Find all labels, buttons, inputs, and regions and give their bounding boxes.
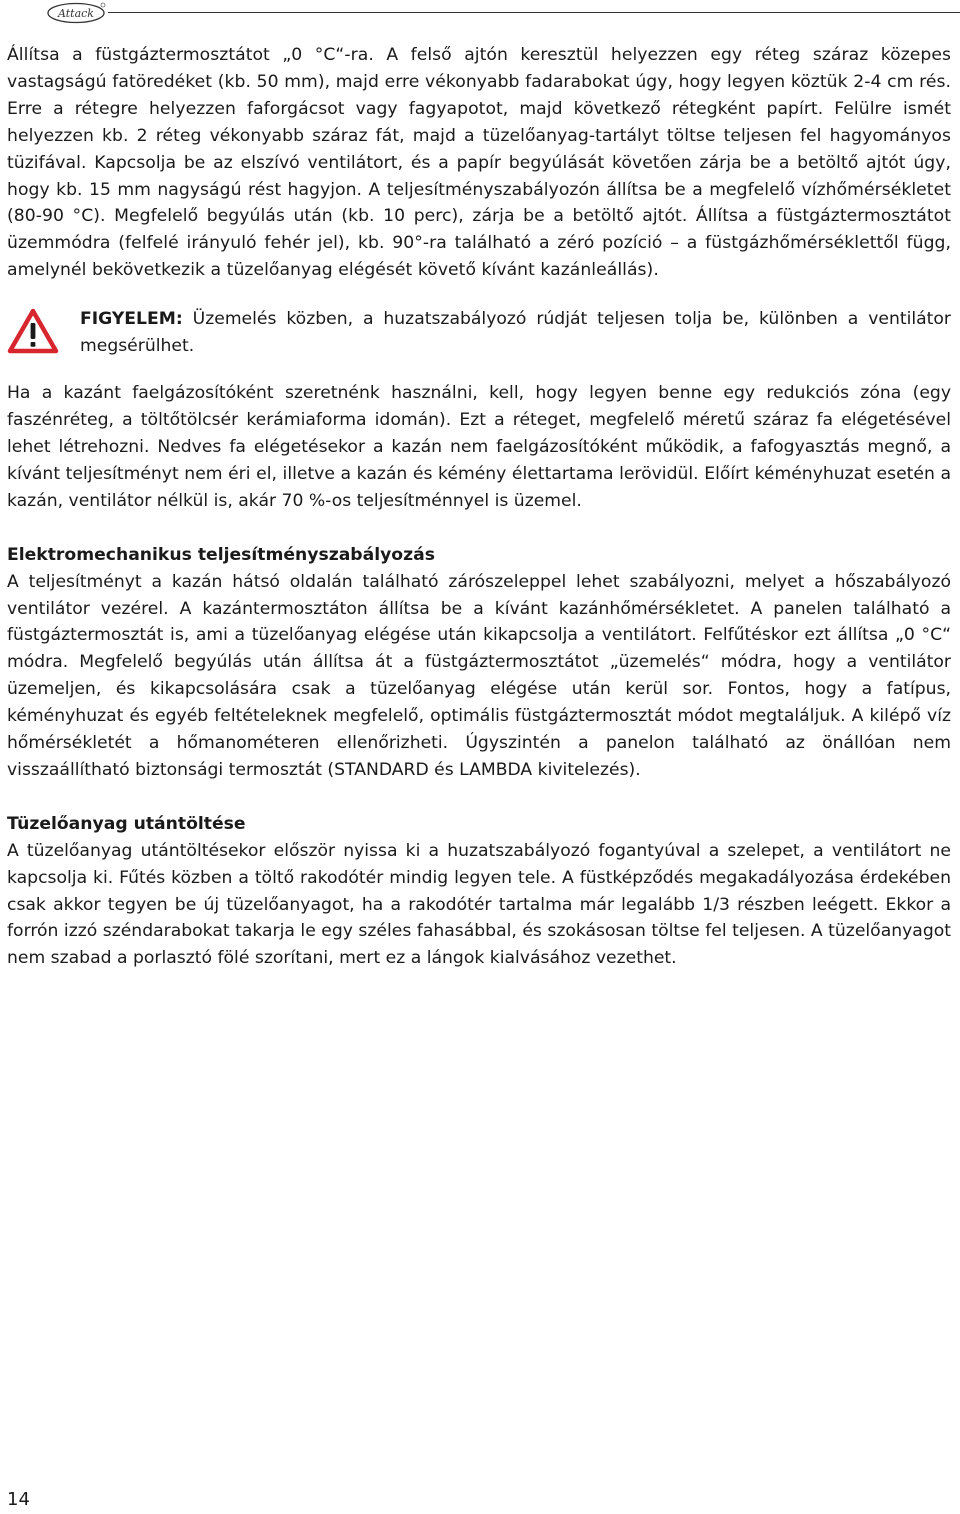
warning-body: Üzemelés közben, a huzatszabályozó rúdját teljesen tolja be, különben a ventilátor megsérülhet. bbox=[80, 309, 951, 357]
attack-logo-icon bbox=[46, 2, 106, 24]
header-rule bbox=[108, 12, 960, 13]
spacer bbox=[7, 784, 951, 811]
intro-paragraph: Állítsa a füstgáztermosztátot „0 °C“-ra. A felső ajtón keresztül helyezzen egy réteg száraz közepes vastagságú fatöredéket (kb. 50 mm), majd erre vékonyabb fadarabokat úgy, hogy legyen köztük 2-4 cm rés. Erre a rétegre helyezzen faforgácsot vagy fagyapotot, majd következő rétegként papírt. Felülre ismét helyezzen kb. 2 réteg vékonyabb száraz fát, majd a tüzelőanyag-tartályt töltse teljesen fel hagyományos tüzifával. Kapcsolja be az elszívó ventilátort, és a papír begyúlását követően zárja be a betöltő ajtót úgy, hogy kb. 15 mm nagyságú rést hagyjon. A teljesítményszabályozón állítsa be a megfelelő vízhőmérsékletet (80-90 °C). Megfelelő begyúlás után (kb. 10 perc), zárja be a betöltő ajtót. Állítsa a füstgáztermosztátot üzemmódra (felfelé irányuló fehér jel), kb. 90°-ra található a zéró pozíció – a füstgázhőmérséklettől függ, amelynél bekövetkezik a tüzelőanyag elégését követő kívánt kazánleállás). bbox=[7, 45, 951, 281]
warning-label: FIGYELEM: bbox=[80, 309, 183, 330]
section-body-refuelling: A tüzelőanyag utántöltésekor először nyissa ki a huzatszabályozó fogantyúval a szelepet, a ventilátort ne kapcsolja ki. Fűtés közben a töltő rakodótér mindig legyen tele. A füstképződés megakadályozása érdekében csak akkor tegyen be új tüzelőanyagot, ha a rakodótér tartalma már legalább 1/3 részben leégett. Ekkor a forrón izzó széndarabokat takarja le egy széles fahasábbal, és szokásosan töltse fel teljesen. A tüzelőanyagot nem szabad a porlasztó fölé szorítani, mert ez a lángok kialvásához vezethet. bbox=[7, 840, 951, 969]
warning-triangle-icon bbox=[7, 308, 59, 354]
warning-text bbox=[80, 306, 951, 360]
brand-wordmark: Attack bbox=[58, 7, 94, 20]
page-number: 14 bbox=[7, 1489, 30, 1510]
section-body-power-control: A teljesítményt a kazán hátsó oldalán található zárószeleppel lehet szabályozni, melyet a hőszabályozó ventilátor vezérel. A kazántermosztáton állítsa be a kívánt kazánhőmérsékletet. A panelen található a füstgáztermosztát is, ami a tüzelőanyag elégése után kikapcsolja a ventilátort. Felfűtéskor ezt állítsa „0 °C“ módra. Megfelelő begyúlás után állítsa át a füstgáztermosztátot „üzemelés“ módra, hogy a ventilátor üzemeljen, és kikapcsolására csak a tüzelőanyag elégése után kerül sor. Fontos, hogy a fatípus, kéményhuzat és egyéb feltételeknek megfelelő, optimális füstgáztermosztát módot megtaláljuk. A kilépő víz hőmérsékletét a hőmanométeren ellenőrizheti. Úgyszintén a panelon található az önállóan nem visszaállítható biztonsági termosztát (STANDARD és LAMBDA kivitelezés). bbox=[7, 571, 951, 780]
section-heading-power-control: Elektromechanikus teljesítményszabályozás bbox=[7, 544, 435, 565]
page-header bbox=[0, 0, 960, 30]
spacer bbox=[7, 515, 951, 542]
section-heading-refuelling: Tüzelőanyag utántöltése bbox=[7, 813, 246, 834]
document-body bbox=[7, 42, 951, 972]
gasification-paragraph: Ha a kazánt faelgázosítóként szeretnénk használni, kell, hogy legyen benne egy redukciós zóna (egy faszénréteg, a töltőtölcsér kerámiaforma idomán). Ezt a réteget, megfelelő méretű száraz fa elégetésével lehet létrehozni. Nedves fa elégetésekor a kazán nem faelgázosítóként működik, a fafogyasztás megnő, a kívánt teljesítményt nem éri el, illetve a kazán és kémény élettartama lerövidül. Előírt kéményhuzat esetén a kazán, ventilátor nélkül is, akár 70 %-os teljesítménnyel is üzemel. bbox=[7, 383, 951, 511]
warning-callout bbox=[7, 306, 951, 360]
